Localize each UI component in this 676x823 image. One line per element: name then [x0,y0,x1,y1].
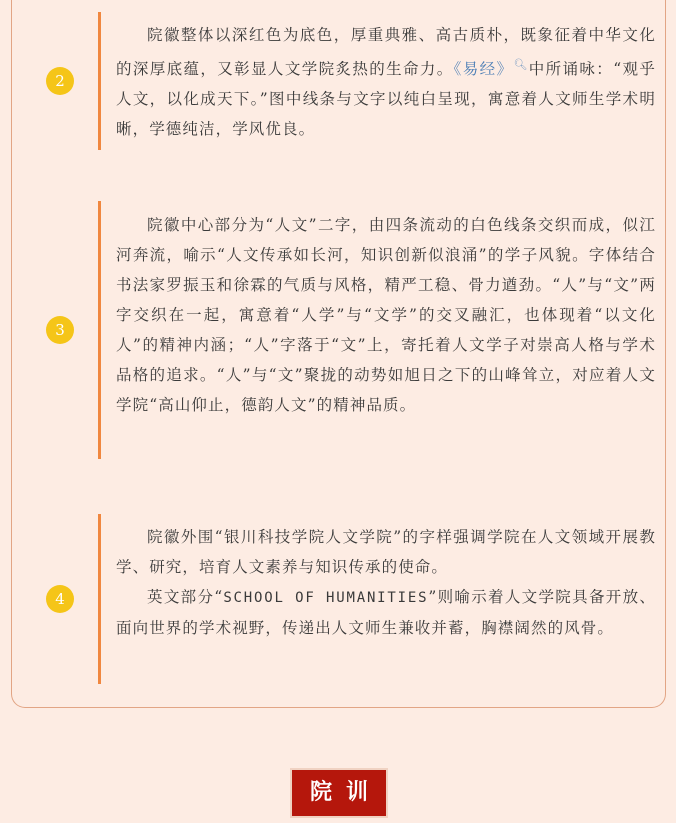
number-badge: 2 [46,67,74,95]
accent-bar [98,514,101,684]
paragraph [116,20,656,144]
paragraph [116,522,656,643]
english-name: SCHOOL OF HUMANITIES [223,590,429,606]
number-badge: 3 [46,316,74,344]
paragraph [116,210,656,420]
paragraph-text: 英文部分“SCHOOL OF HUMANITIES”则喻示着人文学院具备开放、面向世界的学术视野，传递出人文师生兼收并蓄，胸襟阔然的风骨。 [116,588,656,637]
number-badge: 4 [46,585,74,613]
accent-bar [98,12,101,150]
search-icon[interactable]: 🔍︎ [513,58,529,71]
book-link[interactable]: 《易经》 [453,60,514,79]
paragraph-text: 中所诵咏：“观乎人文，以化成天下。”图中线条与文字以纯白呈现，寓意着人文师生学术明晰，学德纯洁，学风优良。 [116,60,656,139]
paragraph-text: 院徽外围“银川科技学院人文学院”的字样强调学院在人文领域开展教学、研究，培育人文素养与知识传承的使命。 [116,528,656,576]
accent-bar [98,201,101,459]
section-title-badge: 院训 [290,768,388,818]
paragraph-text: 院徽整体以深红色为底色，厚重典雅、高古质朴，既象征着中华文化的深厚底蕴，又彰显人文学院炙热的生命力。 [116,26,656,79]
paragraph-text: 院徽中心部分为“人文”二字，由四条流动的白色线条交织而成，似江河奔流，喻示“人文传承如长河，知识创新似浪涌”的学子风貌。字体结合书法家罗振玉和徐霖的气质与风格，精严工稳、骨力遒劲。“人”与“文”两字交织在一起，寓意着“人学”与“文学”的交叉融汇，也体现着“以文化人”的精神内涵；“人”字落于“文”上，寄托着人文学子对崇高人格与学术品格的追求。“人”与“文”聚拢的动势如旭日之下的山峰耸立，对应着人文学院“高山仰止，德韵人文”的精神品质。 [116,216,656,414]
